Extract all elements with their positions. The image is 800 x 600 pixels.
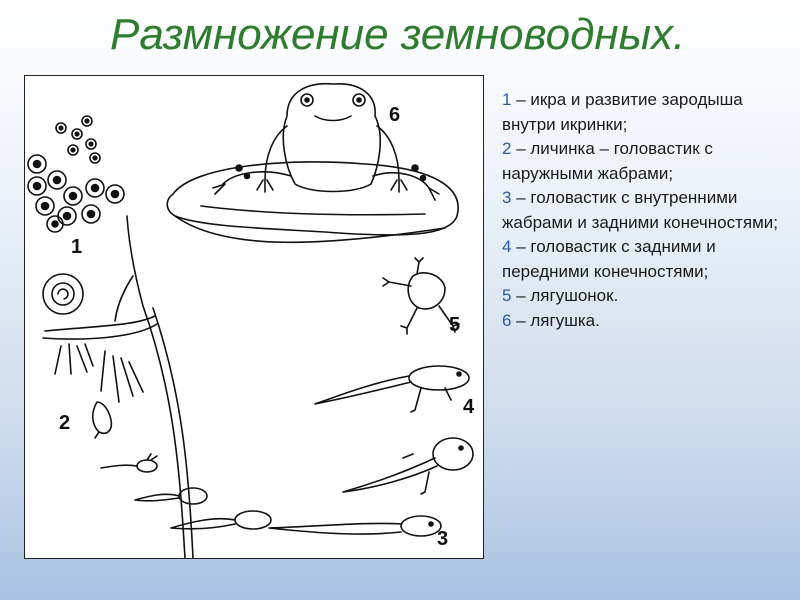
tadpole-stage3-icon [269, 516, 441, 536]
eggs-icon [28, 116, 124, 232]
stage-label-4: 4 [463, 396, 475, 418]
embryo-egg-icon [43, 274, 83, 314]
stage-label-6: 6 [389, 104, 401, 126]
stage-label-3: 3 [437, 528, 449, 550]
legend-item-1: 1 – икра и развитие зародыша внутри икринки; [502, 90, 743, 134]
slide-title: Размножение земноводных. [110, 10, 686, 59]
tadpole-stage3b-icon [343, 438, 473, 494]
legend-item-4: 4 – головастик с задними и передними конечностями; [502, 237, 716, 281]
stage-legend [502, 88, 792, 333]
frog-lifecycle-drawing [25, 76, 483, 558]
legend-item-5: 5 – лягушонок. [502, 286, 619, 305]
froglet-icon [383, 258, 459, 334]
lily-pad-icon [167, 162, 458, 242]
tadpole-stage4-icon [315, 366, 469, 412]
stage-label-2: 2 [59, 412, 71, 434]
adult-frog-icon [213, 84, 439, 200]
legend-item-3: 3 – головастик с внутренними жабрами и задними конечностями; [502, 188, 779, 232]
stage-label-1: 1 [71, 236, 83, 258]
legend-item-6: 6 – лягушка. [502, 310, 600, 330]
lifecycle-illustration [24, 75, 484, 559]
legend-item-2: 2 – личинка – головастик с наружными жабрами; [502, 139, 713, 183]
stage-label-5: 5 [449, 314, 461, 336]
water-plant-icon [43, 216, 193, 558]
